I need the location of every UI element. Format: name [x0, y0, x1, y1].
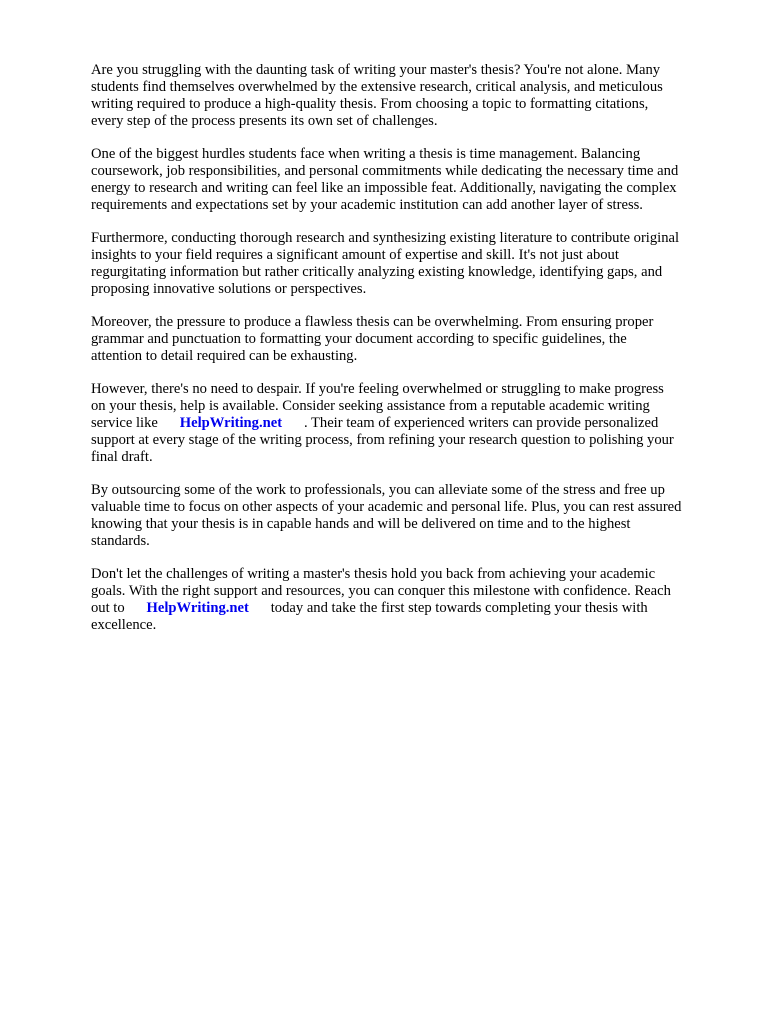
paragraph-line: Furthermore, conducting thorough research and synthesizing existing literature to contribute original: [91, 230, 680, 246]
link-spacing: [282, 415, 300, 431]
helpwriting-link[interactable]: HelpWriting.net: [179, 415, 283, 431]
paragraph-line: proposing innovative solutions or perspectives.: [91, 281, 367, 297]
paragraph-line: [91, 600, 648, 617]
paragraph-line: regurgitating information but rather critically analyzing existing knowledge, identifying gaps, and: [91, 264, 663, 280]
link-spacing: [128, 600, 146, 616]
paragraph-line: requirements and expectations set by your academic institution can add another layer of stress.: [91, 197, 643, 213]
paragraph-line: valuable time to focus on other aspects of your academic and personal life. Plus, you can rest assured: [91, 499, 682, 515]
paragraph-line: grammar and punctuation to formatting your document according to specific guidelines, the: [91, 331, 627, 347]
paragraph-line: By outsourcing some of the work to professionals, you can alleviate some of the stress and free up: [91, 482, 665, 498]
paragraph-line: on your thesis, help is available. Consider seeking assistance from a reputable academic writing: [91, 398, 650, 414]
paragraph-line: support at every stage of the writing process, from refining your research question to polishing your: [91, 432, 674, 448]
paragraph-line: students find themselves overwhelmed by the extensive research, critical analysis, and meticulous: [91, 79, 663, 95]
paragraph-line: [91, 415, 658, 432]
paragraph-line: attention to detail required can be exhausting.: [91, 348, 358, 364]
helpwriting-link[interactable]: HelpWriting.net: [146, 600, 249, 616]
paragraph-line: every step of the process presents its own set of challenges.: [91, 113, 438, 129]
link-spacing: [162, 415, 180, 431]
paragraph-line: However, there's no need to despair. If you're feeling overwhelmed or struggling to make progress: [91, 381, 664, 397]
link-spacing: [249, 600, 267, 616]
paragraph-line: One of the biggest hurdles students face when writing a thesis is time management. Balancing: [91, 146, 641, 162]
line-text-before-link: service like: [91, 415, 162, 431]
paragraph-line: goals. With the right support and resources, you can conquer this milestone with confidence. Reach: [91, 583, 671, 599]
paragraph-line: Don't let the challenges of writing a master's thesis hold you back from achieving your academic: [91, 566, 656, 582]
paragraph-line: Are you struggling with the daunting task of writing your master's thesis? You're not alone. Many: [91, 62, 661, 78]
paragraph-line: final draft.: [91, 449, 153, 465]
paragraph-line: coursework, job responsibilities, and personal commitments while dedicating the necessary time and: [91, 163, 679, 179]
paragraph-line: knowing that your thesis is in capable hands and will be delivered on time and to the highest: [91, 516, 631, 532]
paragraph-line: energy to research and writing can feel like an impossible feat. Additionally, navigating the complex: [91, 180, 677, 196]
paragraph-line: insights to your field requires a significant amount of expertise and skill. It's not just about: [91, 247, 619, 263]
paragraph-line: excellence.: [91, 617, 157, 633]
line-text-before-link: out to: [91, 600, 129, 616]
line-text-after-link: . Their team of experienced writers can provide personalized: [300, 415, 659, 431]
paragraph-line: writing required to produce a high-quality thesis. From choosing a topic to formatting citations,: [91, 96, 649, 112]
line-text-after-link: today and take the first step towards completing your thesis with: [267, 600, 648, 616]
paragraph-line: Moreover, the pressure to produce a flawless thesis can be overwhelming. From ensuring proper: [91, 314, 654, 330]
paragraph-line: standards.: [91, 533, 150, 549]
